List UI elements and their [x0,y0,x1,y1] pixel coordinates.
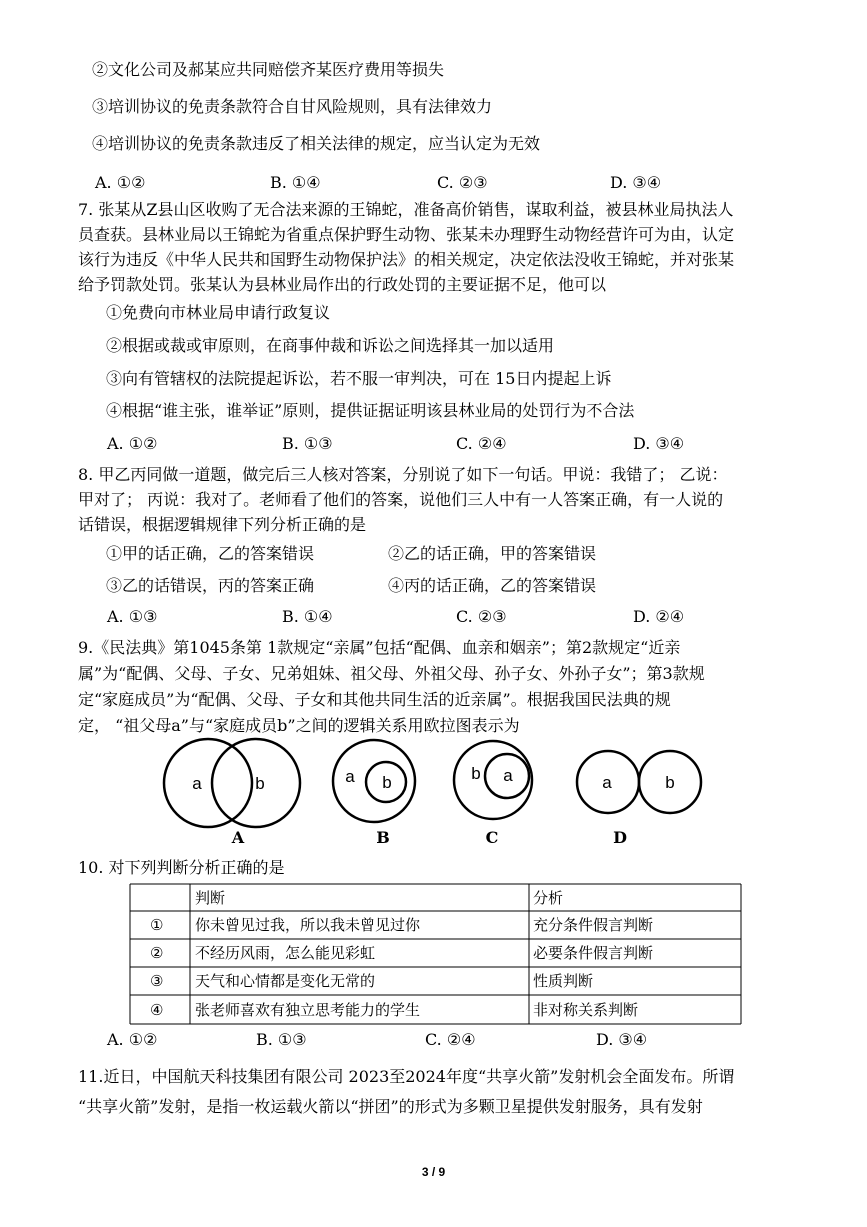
q9-stem-line-1: 9.《民法典》第1045条第 1款规定“亲属”包括“配偶、血亲和姻亲”；第2款规定“近亲 [78,638,681,657]
diagram-d-letter: D [613,828,627,847]
q10-option-a: A. ①② [107,1030,158,1049]
diagram-c-label-a: a [503,766,513,785]
diagram-a-letter: A [231,828,245,847]
q9-stem-line-4: 定， “祖父母a”与“家庭成员b”之间的逻辑关系用欧拉图表示为 [78,716,520,735]
q7-option-a: A. ①② [107,434,158,453]
q7-item-3: ③向有管辖权的法院提起诉讼，若不服一审判决，可在 15日内提起上诉 [106,369,612,388]
q10-row-4-judge: 张老师喜欢有独立思考能力的学生 [195,1001,421,1019]
q10-row-2-num: ② [150,944,164,962]
q10-stem: 10. 对下列判断分析正确的是 [78,858,285,877]
q8-stem-line-1: 8. 甲乙丙同做一道题，做完后三人核对答案，分别说了如下一句话。甲说：我错了； 乙说： [78,465,728,484]
q8-item-3: ③乙的话错误，丙的答案正确 [106,576,315,595]
q6-item-3: ③培训协议的免责条款符合自甘风险规则，具有法律效力 [92,97,493,116]
q7-stem-line-4: 给予罚款处罚。张某认为县林业局作出的行政处罚的主要证据不足，他可以 [78,275,607,294]
q8-option-c: C. ②③ [456,607,507,626]
q10-row-3-analysis: 性质判断 [533,972,594,990]
q11-stem-line-1: 11.近日，中国航天科技集团有限公司 2023至2024年度“共享火箭”发射机会全面发布。所谓 [78,1067,735,1086]
q10-option-c: C. ②④ [425,1030,476,1049]
q8-item-1: ①甲的话正确，乙的答案错误 [106,544,315,563]
q10-option-b: B. ①③ [256,1030,307,1049]
q10-row-4-analysis: 非对称关系判断 [533,1001,639,1019]
q10-row-4-num: ④ [150,1001,164,1019]
q7-option-c: C. ②④ [456,434,507,453]
q8-item-4: ④丙的话正确，乙的答案错误 [388,576,597,595]
q10-row-1-analysis: 充分条件假言判断 [533,916,654,934]
diagram-c-label-b: b [471,764,481,783]
diagram-b-letter: B [376,828,390,847]
diagram-a-label-b: b [255,774,265,793]
diagram-b-label-b: b [382,773,392,792]
diagram-d-label-a: a [602,773,612,792]
diagram-c-letter: C [485,828,499,847]
q8-option-b: B. ①④ [282,607,333,626]
q10-row-3-judge: 天气和心情都是变化无常的 [195,972,376,990]
diagram-c-circle-b [454,741,532,819]
q8-item-2: ②乙的话正确，甲的答案错误 [388,544,597,563]
q8-option-a: A. ①③ [107,607,158,626]
q8-stem-line-2: 甲对了； 丙说：我对了。老师看了他们的答案，说他们三人中有一人答案正确，有一人说的 [78,490,724,509]
q10-header-judge: 判断 [195,889,226,907]
q11-stem-line-2: “共享火箭”发射，是指一枚运载火箭以“拼团”的形式为多颗卫星提供发射服务，具有发射 [78,1097,703,1116]
q10-header-analysis: 分析 [533,889,564,907]
q7-item-2: ②根据或裁或审原则，在商事仲裁和诉讼之间选择其一加以适用 [106,336,555,355]
q10-row-3-num: ③ [150,972,164,990]
q7-stem-line-1: 7. 张某从Z县山区收购了无合法来源的王锦蛇，准备高价销售，谋取利益，被县林业局执法人 [78,200,734,219]
page-number: 3 / 9 [421,1165,446,1179]
q7-option-b: B. ①③ [282,434,333,453]
q7-stem-line-2: 员查获。县林业局以王锦蛇为省重点保护野生动物、张某未办理野生动物经营许可为由，认定 [78,225,735,244]
q10-row-1-judge: 你未曾见过我，所以我未曾见过你 [195,916,421,934]
q6-option-b: B. ①④ [270,173,321,192]
q8-option-d: D. ②④ [633,607,685,626]
q9-stem-line-2: 属”为“配偶、父母、子女、兄弟姐妹、祖父母、外祖父母、孙子女、外孙子女”；第3款规 [78,664,705,683]
q10-row-1-num: ① [150,916,164,934]
q7-item-1: ①免费向市林业局申请行政复议 [106,303,331,322]
q6-option-c: C. ②③ [437,173,488,192]
q6-item-2: ②文化公司及郝某应共同赔偿齐某医疗费用等损失 [92,60,445,79]
q8-stem-line-3: 话错误，根据逻辑规律下列分析正确的是 [78,515,367,534]
q6-option-d: D. ③④ [610,173,662,192]
q6-item-4: ④培训协议的免责条款违反了相关法律的规定，应当认定为无效 [92,134,541,153]
q7-option-d: D. ③④ [633,434,685,453]
q10-option-d: D. ③④ [596,1030,648,1049]
q10-row-2-judge: 不经历风雨，怎么能见彩虹 [195,944,376,962]
q7-item-4: ④根据“谁主张，谁举证”原则，提供证据证明该县林业局的处罚行为不合法 [106,401,635,420]
q7-stem-line-3: 该行为违反《中华人民共和国野生动物保护法》的相关规定，决定依法没收王锦蛇，并对张某 [78,250,735,269]
q6-option-a: A. ①② [95,173,146,192]
q10-row-2-analysis: 必要条件假言判断 [533,944,654,962]
diagram-d-label-b: b [665,773,675,792]
diagram-a-circle-a [164,739,252,827]
diagram-b-label-a: a [345,767,355,786]
q9-stem-line-3: 定“家庭成员”为“配偶、父母、子女和其他共同生活的近亲属”。根据我国民法典的规 [78,690,671,709]
diagram-a-label-a: a [192,774,202,793]
